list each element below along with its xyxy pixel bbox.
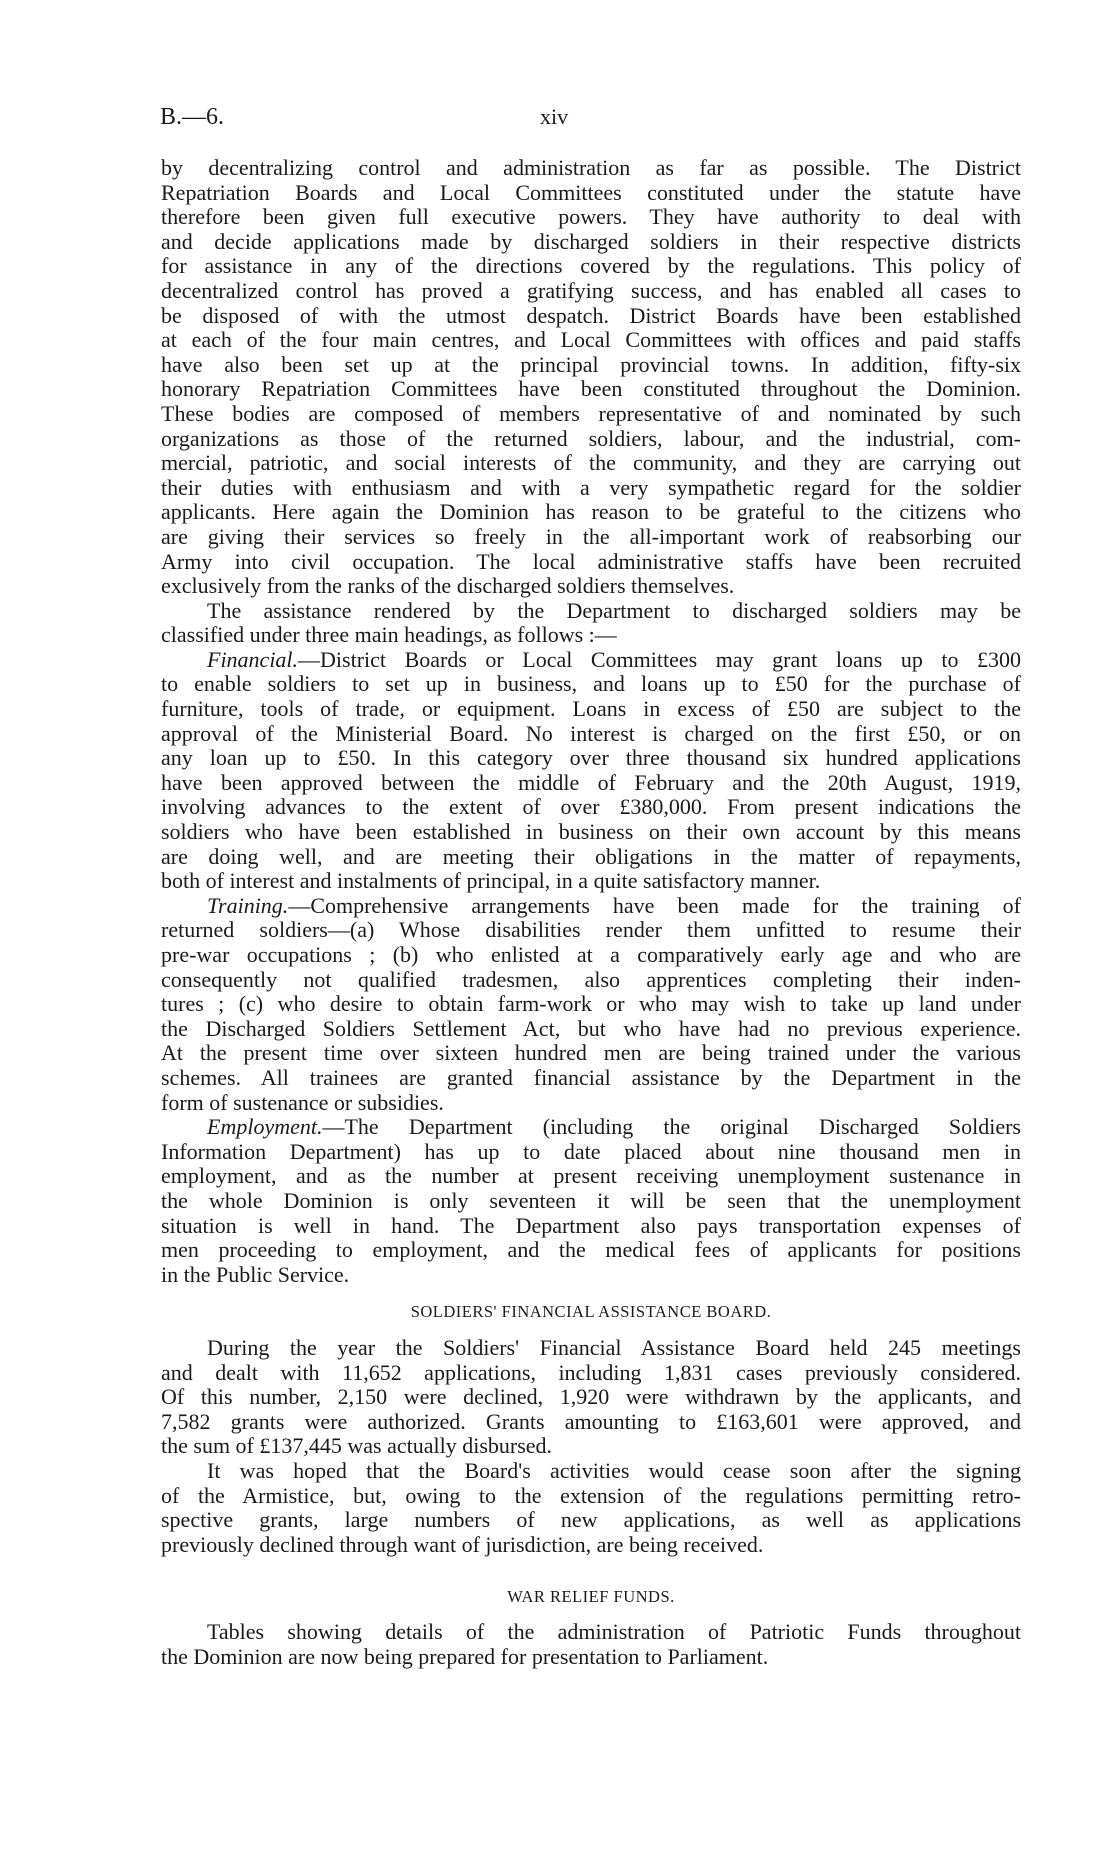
paragraph: [161, 1336, 1021, 1459]
paragraph: [161, 156, 1021, 599]
paragraph: [161, 599, 1021, 648]
text-line: approval of the Ministerial Board. No interest is charged on the first £50, or on: [161, 721, 1021, 746]
paragraph-lead-heading: Training.: [207, 893, 289, 918]
line-text: —District Boards or Local Committees may grant loans up to £300: [298, 647, 1021, 672]
war-relief-funds-section: [161, 1620, 1021, 1669]
text-line: furniture, tools of trade, or equipment. Loans in excess of £50 are subject to the: [161, 697, 1021, 722]
text-line: have been approved between the middle of February and the 20th August, 1919,: [161, 770, 1021, 795]
text-line: Repatriation Boards and Local Committees constituted under the statute have: [161, 180, 1021, 205]
line-text: —Comprehensive arrangements have been made for the training of: [288, 893, 1021, 918]
text-line: applicants. Here again the Dominion has reason to be grateful to the citizens who: [161, 500, 1021, 525]
text-line: exclusively from the ranks of the discharged soldiers themselves.: [161, 574, 735, 599]
text-line: the Dominion are now being prepared for presentation to Parliament.: [161, 1644, 769, 1669]
text-line: for assistance in any of the directions covered by the regulations. This policy of: [161, 254, 1021, 279]
text-line: 7,582 grants were authorized. Grants amounting to £163,601 were approved, and: [161, 1409, 1021, 1434]
section-heading-war-relief-funds: WAR RELIEF FUNDS.: [507, 1587, 675, 1606]
text-line: are doing well, and are meeting their obligations in the matter of repayments,: [161, 844, 1021, 869]
text-line: previously declined through want of jurisdiction, are being received.: [161, 1532, 764, 1557]
document-code: B.—6.: [160, 104, 225, 130]
paragraph: [161, 1115, 1021, 1287]
text-line: consequently not qualified tradesmen, also apprentices completing their inden-: [161, 967, 1021, 992]
text-line: form of sustenance or subsidies.: [161, 1090, 444, 1115]
text-line: At the present time over sixteen hundred men are being trained under the various: [161, 1041, 1021, 1066]
text-line: soldiers who have been established in business on their own account by this means: [161, 820, 1021, 845]
text-line: the whole Dominion is only seventeen it will be seen that the unemployment: [161, 1188, 1021, 1213]
text-line: Information Department) has up to date placed about nine thousand men in: [161, 1139, 1021, 1164]
repatriation-section: [161, 156, 1021, 1287]
text-line: have also been set up at the principal provincial towns. In addition, fifty-six: [161, 352, 1021, 377]
paragraph-lead-heading: Employment.: [207, 1115, 323, 1140]
text-line: It was hoped that the Board's activities would cease soon after the signing: [207, 1458, 1021, 1483]
text-line: decentralized control has proved a gratifying success, and has enabled all cases to: [161, 278, 1021, 303]
text-line: of the Armistice, but, owing to the extension of the regulations permitting retro-: [161, 1483, 1021, 1508]
text-line: and decide applications made by discharged soldiers in their respective districts: [161, 229, 1021, 254]
text-line: employment, and as the number at present receiving unemployment sustenance in: [161, 1164, 1021, 1189]
paragraph: [161, 648, 1021, 894]
text-line: situation is well in hand. The Department also pays transportation expenses of: [161, 1213, 1021, 1238]
text-line: their duties with enthusiasm and with a very sympathetic regard for the soldier: [161, 475, 1021, 500]
text-line: Army into civil occupation. The local administrative staffs have been recruited: [161, 549, 1021, 574]
text-line: to enable soldiers to set up in business, and loans up to £50 for the purchase of: [161, 672, 1021, 697]
text-line: in the Public Service.: [161, 1262, 350, 1287]
text-line: pre-war occupations ; (b) who enlisted at a comparatively early age and who are: [161, 943, 1021, 967]
paragraph-lead-heading: Financial.: [207, 647, 299, 672]
paragraph: [161, 1620, 1021, 1669]
text-line: any loan up to £50. In this category over three thousand six hundred applications: [161, 746, 1021, 771]
text-line: The assistance rendered by the Department to discharged soldiers may be: [207, 598, 1021, 623]
text-line: Of this number, 2,150 were declined, 1,920 were withdrawn by the applicants, and: [161, 1385, 1021, 1410]
text-line: be disposed of with the utmost despatch. District Boards have been established: [161, 303, 1021, 328]
text-line: tures ; (c) who desire to obtain farm-work or who may wish to take up land under: [161, 992, 1021, 1017]
text-line: [161, 894, 1021, 919]
text-line: both of interest and instalments of principal, in a quite satisfactory manner.: [161, 869, 821, 894]
section-heading-soldiers-financial-assistance-board: SOLDIERS' FINANCIAL ASSISTANCE BOARD.: [410, 1302, 772, 1321]
text-line: organizations as those of the returned soldiers, labour, and the industrial, com-: [161, 426, 1021, 451]
page-number: xiv: [540, 104, 569, 129]
text-line: at each of the four main centres, and Local Committees with offices and paid staffs: [161, 328, 1021, 353]
text-line: honorary Repatriation Committees have been constituted throughout the Dominion.: [161, 377, 1021, 402]
text-line: classified under three main headings, as follows :—: [161, 623, 617, 648]
text-line: schemes. All trainees are granted financial assistance by the Department in the: [161, 1065, 1021, 1090]
text-line: involving advances to the extent of over £380,000. From present indications the: [161, 795, 1021, 820]
text-line: therefore been given full executive powers. They have authority to deal with: [161, 205, 1021, 230]
text-line: men proceeding to employment, and the medical fees of applicants for positions: [161, 1238, 1021, 1263]
line-text: —The Department (including the original Discharged Soldiers: [322, 1115, 1021, 1140]
text-line: and dealt with 11,652 applications, including 1,831 cases previously considered.: [161, 1360, 1021, 1385]
soldiers-financial-assistance-board-section: [161, 1336, 1021, 1557]
text-line: by decentralizing control and administration as far as possible. The District: [161, 156, 1021, 180]
text-line: the sum of £137,445 was actually disbursed.: [161, 1434, 553, 1459]
text-line: are giving their services so freely in the all-important work of reabsorbing our: [161, 524, 1021, 549]
text-line: spective grants, large numbers of new applications, as well as applications: [161, 1508, 1021, 1533]
text-line: the Discharged Soldiers Settlement Act, but who have had no previous experience.: [161, 1016, 1021, 1041]
text-line: [161, 648, 1021, 673]
text-line: [161, 1115, 1021, 1140]
text-line: During the year the Soldiers' Financial Assistance Board held 245 meetings: [207, 1336, 1021, 1360]
text-line: mercial, patriotic, and social interests of the community, and they are carrying out: [161, 451, 1021, 476]
text-line: These bodies are composed of members representative of and nominated by such: [161, 401, 1021, 426]
paragraph: [161, 894, 1021, 1115]
paragraph: [161, 1459, 1021, 1557]
text-line: Tables showing details of the administration of Patriotic Funds throughout: [207, 1620, 1021, 1644]
text-line: returned soldiers—(a) Whose disabilities render them unfitted to resume their: [161, 918, 1021, 943]
